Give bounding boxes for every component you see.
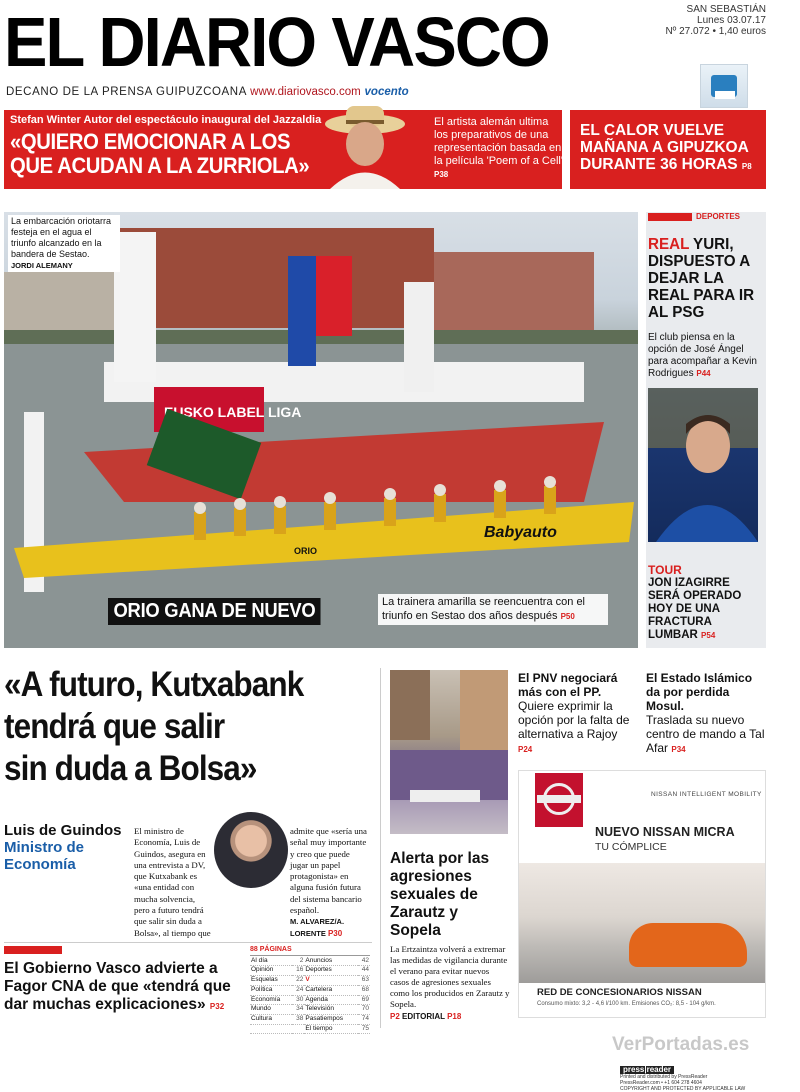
brief-mosul-headline: El Estado Islámico da por perdida Mosul.	[646, 671, 753, 713]
promo-weather[interactable]	[570, 110, 766, 189]
ad-model: NUEVO NISSAN MICRA	[595, 825, 735, 839]
lead-photo[interactable]	[4, 212, 638, 648]
yuri-photo	[648, 388, 758, 542]
index-section[interactable]: Política	[250, 985, 292, 995]
pressreader-line1: Printed and distributed by PressReader	[620, 1074, 708, 1080]
table-row	[250, 985, 370, 995]
index-page: 75	[358, 1024, 370, 1034]
site-link[interactable]: www.diariovasco.com	[250, 86, 361, 98]
date: Lunes 03.07.17	[697, 15, 766, 26]
table-row	[250, 1005, 370, 1015]
tagline	[6, 86, 409, 98]
alerta-footer	[390, 1012, 461, 1021]
column-rule	[380, 668, 381, 1028]
team-label: REAL	[648, 236, 690, 253]
nissan-ad[interactable]	[518, 770, 766, 1018]
fagor-headline-text: El Gobierno Vasco advierte a Fagor CNA de que «tendrá que dar muchas explicaciones»	[4, 960, 231, 1013]
ad-tagline: NISSAN INTELLIGENT MOBILITY	[651, 791, 762, 798]
main-headline-line2: tendrá que salir	[4, 707, 225, 746]
boat-label-orio: ORIO	[294, 546, 318, 556]
index-section[interactable]	[250, 1024, 292, 1034]
masthead-meta	[665, 4, 766, 37]
index-title: 88 PÁGINAS	[250, 946, 370, 956]
page-ref: P32	[209, 1002, 225, 1011]
index-page: 70	[358, 1005, 370, 1015]
brief-mosul-text: Traslada su nuevo centro de mando a Tal Afar	[646, 713, 765, 755]
story-column-2	[290, 826, 370, 939]
page-ref: P30	[327, 928, 343, 938]
index-section[interactable]: Televisión	[304, 1005, 357, 1015]
page-ref: P44	[696, 369, 711, 378]
nissan-logo	[535, 773, 583, 827]
ad-network: RED DE CONCESIONARIOS NISSAN	[537, 987, 702, 998]
stefan-winter-portrait	[320, 100, 410, 189]
photo-headline[interactable]: ORIO GANA DE NUEVO	[108, 598, 321, 625]
index-page: 38	[292, 1014, 304, 1024]
brief-pnv-headline: El PNV negociará más con el PP.	[518, 671, 618, 699]
fagor-headline[interactable]	[4, 960, 244, 1016]
table-row	[250, 957, 370, 966]
section-label: DEPORTES	[696, 212, 741, 221]
photo-description	[378, 594, 608, 625]
index-table	[250, 957, 370, 1035]
index-section[interactable]: Deportes	[304, 966, 357, 976]
story-signature	[290, 916, 370, 939]
sports-text	[648, 332, 764, 380]
pressreader-notice	[620, 1066, 800, 1092]
ad-subtitle: TU CÓMPLICE	[595, 841, 667, 853]
photo-caption	[8, 215, 120, 272]
index-page: 2	[292, 957, 304, 966]
editorial-label[interactable]: EDITORIAL	[402, 1012, 445, 1021]
pressreader-logo[interactable]: press|reader	[620, 1066, 674, 1074]
brief-pnv-text: Quiere exprimir la opción por la falta de alternativa a Rajoy	[518, 699, 630, 741]
protest-photo	[390, 670, 508, 834]
index-page: 42	[358, 957, 370, 966]
sports-text-body: El club piensa en la opción de José Ángel para acompañar a Kevin Rodrigues	[648, 332, 757, 379]
page-ref: P8	[741, 162, 752, 171]
weather-headline-text: EL CALOR VUELVE MAÑANA A GIPUZKOA DURANTE 36 HORAS	[580, 122, 749, 173]
index-page: 22	[292, 976, 304, 986]
promo-headline-line2: QUE ACUDAN A LA ZURRIOLA»	[10, 153, 310, 178]
index-section[interactable]: El tiempo	[304, 1024, 357, 1034]
main-headline-line1: «A futuro, Kutxabank	[4, 665, 304, 704]
index-section[interactable]: Economía	[250, 995, 292, 1005]
main-headline-line3: sin duda a Bolsa»	[4, 749, 257, 788]
tour-headline-text: JON IZAGIRRE SERÁ OPERADO HOY DE UNA FRACTURA LUMBAR	[648, 577, 742, 641]
car-image	[629, 923, 747, 967]
table-row	[250, 995, 370, 1005]
brief-mosul[interactable]	[646, 671, 768, 757]
promo-headline	[10, 129, 310, 178]
pressreader-line2: PressReader.com • +1 604 278 4604	[620, 1080, 702, 1086]
sports-headline-text: YURI, DISPUESTO A DEJAR LA REAL PARA IR AL PSG	[648, 236, 755, 321]
index-section[interactable]: Anuncios	[304, 957, 357, 966]
index-section[interactable]: Esquelas	[250, 976, 292, 986]
story-column-2-text: admite que «sería una señal muy importante y creo que puede jugar un papel protagonista» en alguna fusión futura del sistema bancario español.	[290, 826, 367, 916]
boat-label-babyauto: Babyauto	[484, 524, 557, 541]
sports-column[interactable]	[646, 212, 766, 648]
guindos-portrait	[214, 812, 288, 888]
index-section[interactable]: Opinión	[250, 966, 292, 976]
photo-credit: JORDI ALEMANY	[11, 261, 73, 270]
section-tag	[648, 212, 764, 223]
page-ref: P24	[518, 745, 533, 754]
index-page: 30	[292, 995, 304, 1005]
pressreader-line3: COPYRIGHT AND PROTECTED BY APPLICABLE LAW	[620, 1086, 746, 1092]
page-ref: P18	[447, 1012, 462, 1021]
page-index	[250, 946, 370, 1034]
page-ref: P34	[671, 745, 686, 754]
watermark: VerPortadas.es	[612, 1034, 750, 1055]
index-page: 69	[358, 995, 370, 1005]
alerta-headline[interactable]: Alerta por las agresiones sexuales de Zarautz y Sopela	[390, 850, 490, 939]
main-headline[interactable]	[4, 664, 339, 790]
ad-fine-print: Consumo mixto: 3,2 - 4,6 l/100 km. Emisiones CO₂: 8,5 - 104 g/km.	[537, 1001, 716, 1007]
promo-jazzaldia[interactable]	[4, 110, 562, 189]
index-section[interactable]: Cultura	[250, 1014, 292, 1024]
index-section[interactable]: Al día	[250, 957, 292, 966]
promo-kicker: Stefan Winter Autor del espectáculo inaugural del Jazzaldia	[10, 114, 322, 126]
regatta-illustration	[4, 212, 638, 648]
index-page: 74	[358, 1014, 370, 1024]
issue: Nº 27.072 • 1,40 euros	[665, 26, 766, 37]
player-illustration	[648, 388, 758, 542]
table-row	[250, 966, 370, 976]
section-marker	[4, 946, 62, 954]
page-ref: P50	[560, 612, 575, 621]
promo-side-text	[434, 116, 564, 181]
street-illustration	[390, 670, 508, 834]
interviewee-byline	[4, 822, 124, 873]
app-badge-icon[interactable]	[700, 64, 748, 108]
tagline-text: DECANO DE LA PRENSA GUIPUZCOANA	[6, 86, 247, 98]
index-page: 24	[292, 985, 304, 995]
index-page	[292, 1024, 304, 1034]
index-section[interactable]: V	[304, 976, 357, 986]
city: SAN SEBASTIÁN	[686, 4, 766, 15]
table-row	[250, 1024, 370, 1034]
promo-side-body: El artista alemán ultima los preparativos de una representación basada en la película 'Poem of a Cell'	[434, 116, 563, 167]
divider	[4, 942, 372, 943]
signature-text: M. ALVAREZ/A. LORENTE	[290, 917, 345, 938]
index-page: 68	[358, 985, 370, 995]
tour-label: TOUR	[648, 563, 682, 577]
interviewee-name: Luis de Guindos	[4, 822, 122, 839]
photo-description-text: La trainera amarilla se reencuentra con el triunfo en Sestao dos años después	[382, 596, 586, 622]
masthead-title[interactable]: EL DIARIO VASCO	[4, 3, 549, 81]
index-section[interactable]: Pasatiempos	[304, 1014, 357, 1024]
story-column-1: El ministro de Economía, Luis de Guindos, asegura en una entrevista a DV, que Kutxabank es «una entidad con mucha solvencia, pero a futuro tendrá que salir sin duda a Bolsa», al tiempo que	[134, 826, 211, 938]
page-ref: P38	[434, 170, 449, 179]
table-row	[250, 1014, 370, 1024]
index-page: 63	[358, 976, 370, 986]
index-page: 16	[292, 966, 304, 976]
brief-pnv[interactable]	[518, 671, 634, 757]
index-page: 44	[358, 966, 370, 976]
alerta-text: La Ertzaintza volverá a extremar las medidas de vigilancia durante el verano para evitar nuevos casos de agresiones sexuales como los producidos en Zarautz y Sopela.	[390, 944, 510, 1009]
page-ref: P2	[390, 1012, 400, 1021]
tour-headline[interactable]	[648, 564, 764, 642]
weather-headline	[580, 122, 760, 175]
page-ref: P54	[701, 631, 716, 640]
index-page: 34	[292, 1005, 304, 1015]
index-section[interactable]: Mundo	[250, 1005, 292, 1015]
promo-headline-line1: «QUIERO EMOCIONAR A LOS	[10, 129, 291, 154]
sports-headline[interactable]	[648, 236, 760, 321]
index-section[interactable]: Cartelera	[304, 985, 357, 995]
boat-label-liga: EUSKO LABEL LIGA	[164, 404, 302, 420]
photo-caption-text: La embarcación oriotarra festeja en el agua el triunfo alcanzado en la bandera de Sestao.	[11, 216, 112, 259]
index-section[interactable]: Agenda	[304, 995, 357, 1005]
table-row	[250, 976, 370, 986]
vocento-logo: vocento	[364, 86, 409, 98]
interviewee-position: Ministro de Economía	[4, 839, 85, 873]
